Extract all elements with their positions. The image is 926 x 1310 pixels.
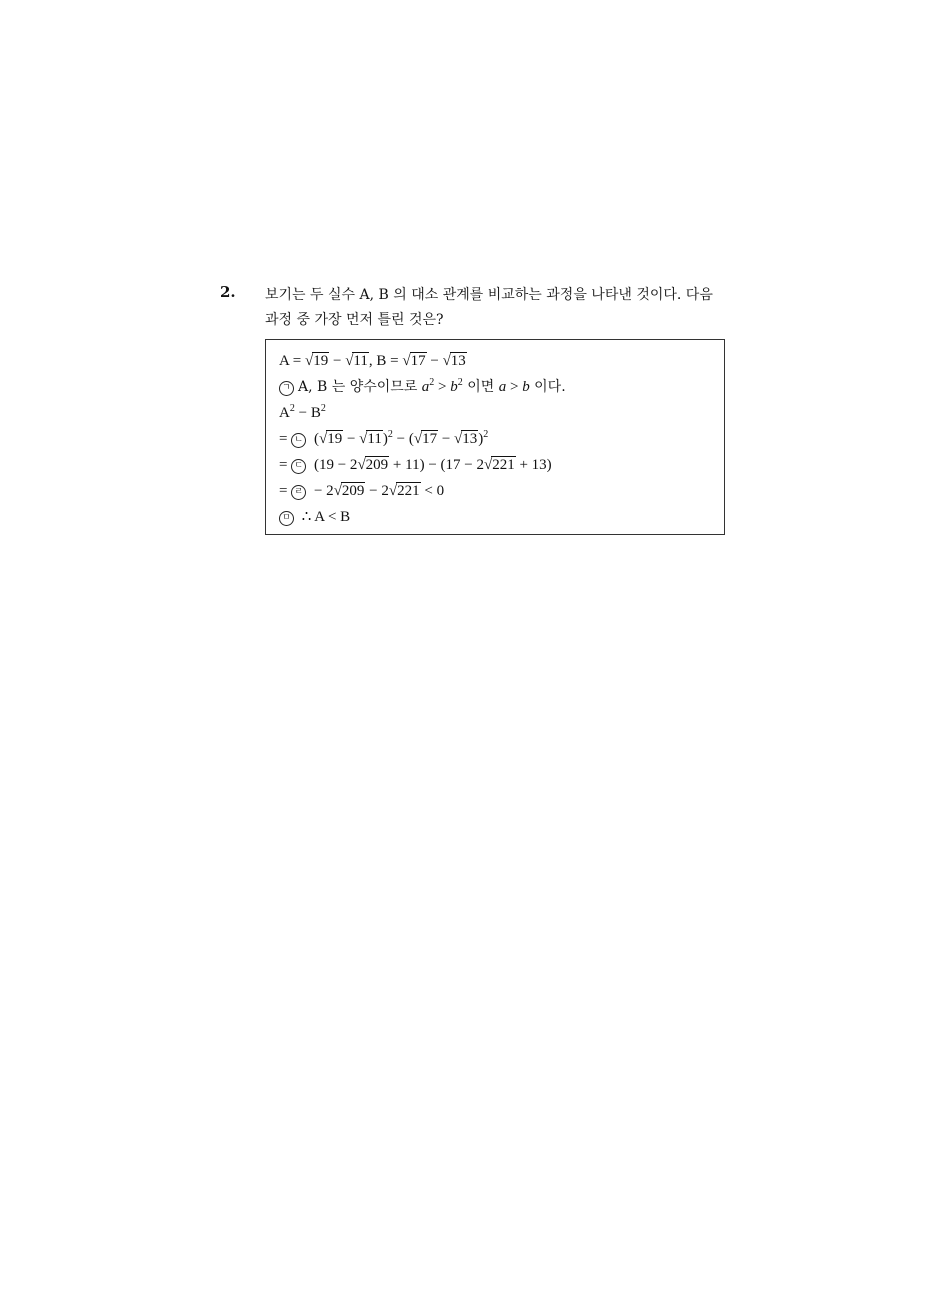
- problem-number: 2.: [220, 283, 236, 301]
- radicand: 221: [397, 483, 420, 499]
- var-b: B: [376, 353, 387, 369]
- radicand: 11: [353, 353, 368, 369]
- step-5: = ㄹ − 2√209 − 2√221 < 0: [279, 483, 445, 499]
- reasoning-box: [265, 339, 725, 535]
- circled-marker-5: ㅁ: [279, 511, 294, 526]
- radicand: 221: [492, 457, 515, 473]
- step-5-part: − 2: [369, 483, 389, 499]
- radicand: 17: [410, 353, 426, 369]
- radicand: 13: [462, 431, 478, 447]
- circled-marker-4: ㄹ: [291, 485, 306, 500]
- radicand: 209: [341, 483, 365, 499]
- var-a: A: [279, 353, 290, 369]
- step-4: = ㄷ (19 − 2√209 + 11) − (17 − 2√221 + 13): [279, 457, 552, 473]
- circled-marker-1: ㄱ: [279, 381, 294, 396]
- step-3: = ㄴ $(√19 - √11)^2 - (√17 - √13)^2$: [279, 429, 489, 447]
- problem-stem: [265, 283, 755, 333]
- conclusion: ∴ A < B: [301, 509, 351, 525]
- radicand: 11: [367, 431, 382, 447]
- radicand: 19: [313, 353, 329, 369]
- step-6: [279, 504, 712, 530]
- radicand: 209: [365, 457, 389, 473]
- step-4-part: + 13): [519, 457, 552, 473]
- stem-line-1: 보기는 두 실수 A, B 의 대소 관계를 비교하는 과정을 나타낸 것이다. 다음: [265, 287, 713, 303]
- var-a: A: [279, 405, 290, 421]
- radicand: 13: [450, 353, 466, 369]
- step-1: ㄱ A, B 는 양수이므로 $a^2 > b^2$ 이면 a > b 이다.: [279, 374, 712, 400]
- stem-line-2: 과정 중 가장 먼저 틀린 것은?: [265, 312, 444, 328]
- step-1-text: A, B 는 양수이므로: [298, 379, 418, 395]
- step-5-part: − 2: [313, 483, 334, 499]
- step-1-text-after: 이다.: [534, 379, 566, 395]
- circled-marker-2: ㄴ: [291, 433, 306, 448]
- step-2-head: $A^2 - B^2$: [279, 403, 326, 421]
- step-1-text-middle: 이면: [467, 379, 495, 395]
- step-5-part: < 0: [424, 483, 445, 499]
- circled-marker-3: ㄷ: [291, 459, 306, 474]
- given-line: A = √19 − √11, B = √17 − √13: [279, 353, 466, 369]
- radicand: 17: [422, 431, 438, 447]
- step-4-part: + 11) − (17 − 2: [392, 457, 484, 473]
- radicand: 19: [327, 431, 343, 447]
- var-b: B: [310, 405, 321, 421]
- step-4-part: (19 − 2: [313, 457, 358, 473]
